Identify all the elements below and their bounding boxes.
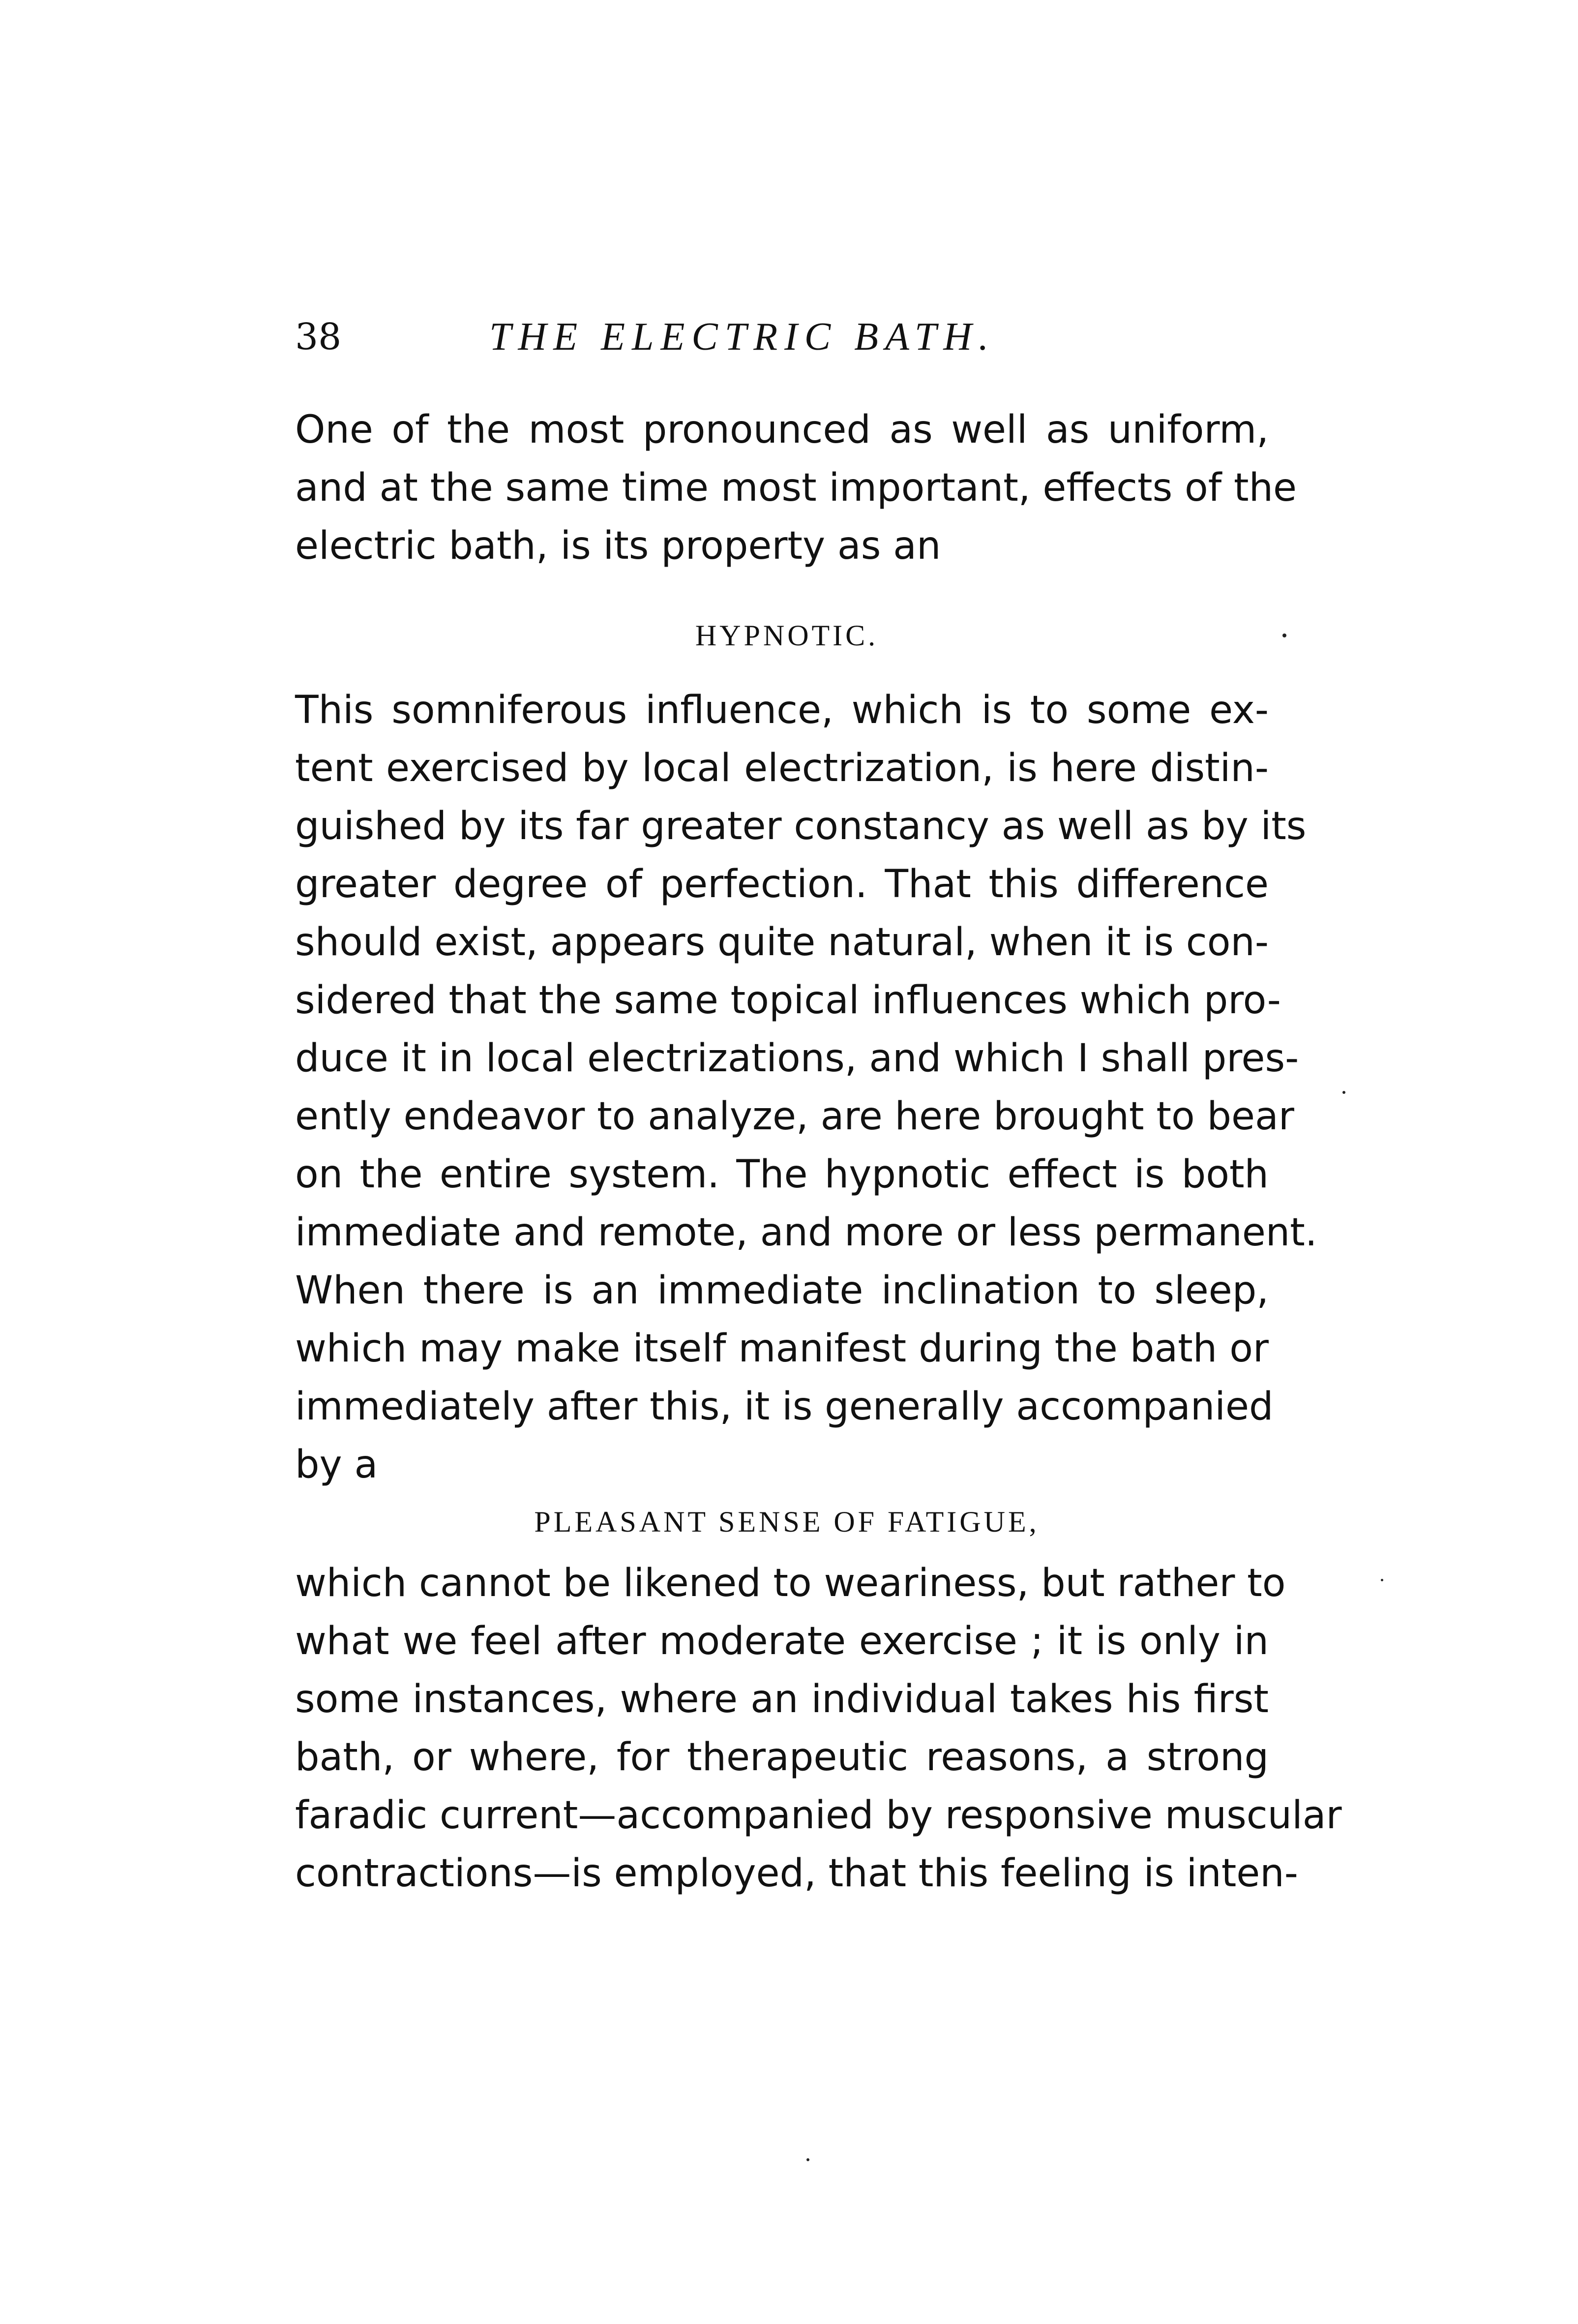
page-number: 38 xyxy=(295,316,342,358)
text-line: sidered that the same topical influences which pro- xyxy=(295,978,1281,1023)
text-line: When there is an immediate inclination to sleep, xyxy=(295,1268,1269,1313)
section-heading-hypnotic: HYPNOTIC. xyxy=(695,619,879,652)
paragraph-2 xyxy=(295,681,1317,1494)
text-line: One of the most pronounced as well as uniform, xyxy=(295,408,1269,452)
text-line: duce it in local electrizations, and which I shall pres- xyxy=(295,1036,1299,1081)
text-line: This somniferous influence, which is to some ex- xyxy=(295,688,1269,732)
text-line: guished by its far greater constancy as well as by its xyxy=(295,804,1307,848)
print-speck xyxy=(1381,1579,1383,1581)
text-line: faradic current—accompanied by responsive muscular xyxy=(295,1793,1342,1838)
text-line: which cannot be likened to weariness, but rather to xyxy=(295,1561,1286,1605)
text-line: which may make itself manifest during the bath or xyxy=(295,1327,1269,1371)
page-header xyxy=(295,315,1279,369)
text-line: on the entire system. The hypnotic effect is both xyxy=(295,1152,1269,1197)
print-speck xyxy=(1342,1091,1345,1094)
text-line: by a xyxy=(295,1443,378,1487)
print-speck xyxy=(1282,634,1286,637)
print-speck xyxy=(806,2158,809,2161)
text-line: ently endeavor to analyze, are here brought to bear xyxy=(295,1094,1294,1139)
text-line: immediately after this, it is generally accompanied xyxy=(295,1385,1274,1429)
text-line: bath, or where, for therapeutic reasons, a strong xyxy=(295,1735,1269,1780)
text-line: what we feel after moderate exercise ; it is only in xyxy=(295,1619,1269,1663)
section-heading-fatigue: PLEASANT SENSE OF FATIGUE, xyxy=(534,1506,1040,1538)
text-line: greater degree of perfection. That this difference xyxy=(295,862,1269,906)
text-line: immediate and remote, and more or less permanent. xyxy=(295,1210,1317,1255)
text-line: contractions—is employed, that this feeling is inten- xyxy=(295,1851,1298,1896)
text-line: some instances, where an individual takes his first xyxy=(295,1677,1269,1721)
text-line: electric bath, is its property as an xyxy=(295,524,941,568)
text-line: should exist, appears quite natural, when it is con- xyxy=(295,920,1269,965)
paragraph-3 xyxy=(295,1554,1342,1902)
text-line: tent exercised by local electrization, is here distin- xyxy=(295,746,1269,790)
paragraph-1 xyxy=(295,401,1297,575)
text-line: and at the same time most important, effects of the xyxy=(295,466,1297,510)
running-head: THE ELECTRIC BATH. xyxy=(489,315,996,359)
